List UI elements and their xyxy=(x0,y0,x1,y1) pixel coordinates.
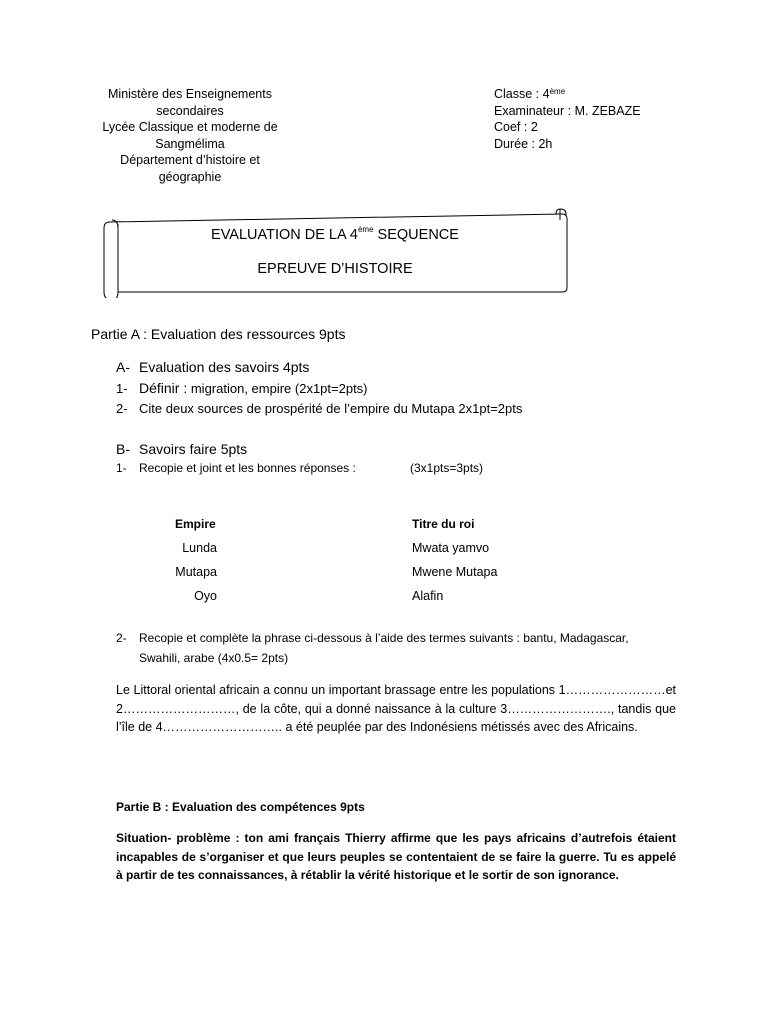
section-a-label: A- xyxy=(116,359,130,375)
section-b-label: B- xyxy=(116,441,130,457)
question-number: 2- xyxy=(116,631,127,645)
examinateur-line: Examinateur : M. ZEBAZE xyxy=(494,103,641,118)
duree-line: Durée : 2h xyxy=(494,136,553,151)
question-number: 1- xyxy=(116,461,127,475)
school-header xyxy=(80,86,300,186)
section-b-heading xyxy=(116,441,247,457)
title-suffix: SEQUENCE xyxy=(373,227,459,243)
question-a1 xyxy=(116,380,368,398)
question-b1-points: (3x1pts=3pts) xyxy=(410,461,484,475)
titre-cell: Mwata yamvo xyxy=(412,541,490,555)
title-sup: ème xyxy=(357,225,374,234)
titre-cell: Mwene Mutapa xyxy=(412,565,498,579)
header-line: géographie xyxy=(158,169,222,184)
exam-title xyxy=(110,227,560,243)
section-a-title: Evaluation des savoirs 4pts xyxy=(139,359,310,375)
classe-text: Classe : 4 xyxy=(494,87,550,101)
question-b2 xyxy=(116,631,676,645)
section-a-heading xyxy=(116,359,309,375)
table-header-titre: Titre du roi xyxy=(412,517,475,531)
question-b2-line2: Swahili, arabe (4x0.5= 2pts) xyxy=(139,651,289,665)
fill-in-paragraph: Le Littoral oriental africain a connu un important brassage entre les populations 1……………………et 2………………………, de la côte, qui a donné naissance à la culture 3……………………., tandis que l’île de 4……………………….. a été peuplée par des Indonésiens métissés avec des Africains. xyxy=(116,683,676,734)
question-a2 xyxy=(116,401,522,416)
part-a-title: Partie A : Evaluation des ressources 9pts xyxy=(91,326,346,342)
empire-cell: Lunda xyxy=(182,541,217,555)
header-line: secondaires xyxy=(156,103,224,118)
empire-cell: Mutapa xyxy=(175,565,217,579)
classe-line xyxy=(494,86,641,103)
question-a1-bold: Définir : xyxy=(139,380,188,396)
header-line: Ministère des Enseignements xyxy=(108,87,272,101)
question-b1-text: Recopie et joint et les bonnes réponses : xyxy=(139,461,356,475)
question-b1 xyxy=(116,461,356,475)
section-b-title: Savoirs faire 5pts xyxy=(139,441,248,457)
classe-sup: ème xyxy=(549,87,566,96)
question-a2-text: Cite deux sources de prospérité de l’empire du Mutapa 2x1pt=2pts xyxy=(139,401,523,416)
scroll-banner-shape xyxy=(98,206,572,298)
situation-problem: Situation- problème : ton ami français Thierry affirme que les pays africains d’autrefois étaient incapables de s’organiser et que leurs peuples se contentaient de se faire la guerre. Tu es appelé à partir de tes connaissances, à rétablir la vérité historique et le sortir de son ignorance. xyxy=(116,831,676,882)
question-b2-line1: Recopie et complète la phrase ci-dessous à l’aide des termes suivants : bantu, Madagascar, xyxy=(139,631,629,645)
exam-subtitle: EPREUVE D’HISTOIRE xyxy=(257,261,413,277)
header-line: Sangmélima xyxy=(155,136,225,151)
header-line: Département d’histoire et xyxy=(120,153,260,168)
question-a1-text: migration, empire (2x1pt=2pts) xyxy=(187,381,368,396)
title-prefix: EVALUATION DE LA 4 xyxy=(211,227,358,243)
header-line: Lycée Classique et moderne de xyxy=(102,120,278,135)
question-number: 2- xyxy=(116,401,128,416)
part-b-title: Partie B : Evaluation des compétences 9pts xyxy=(116,800,365,814)
exam-info xyxy=(494,86,641,152)
question-number: 1- xyxy=(116,381,128,396)
titre-cell: Alafin xyxy=(412,589,444,603)
empire-cell: Oyo xyxy=(194,589,217,603)
coef-line: Coef : 2 xyxy=(494,120,538,135)
table-header-empire: Empire xyxy=(175,517,216,531)
